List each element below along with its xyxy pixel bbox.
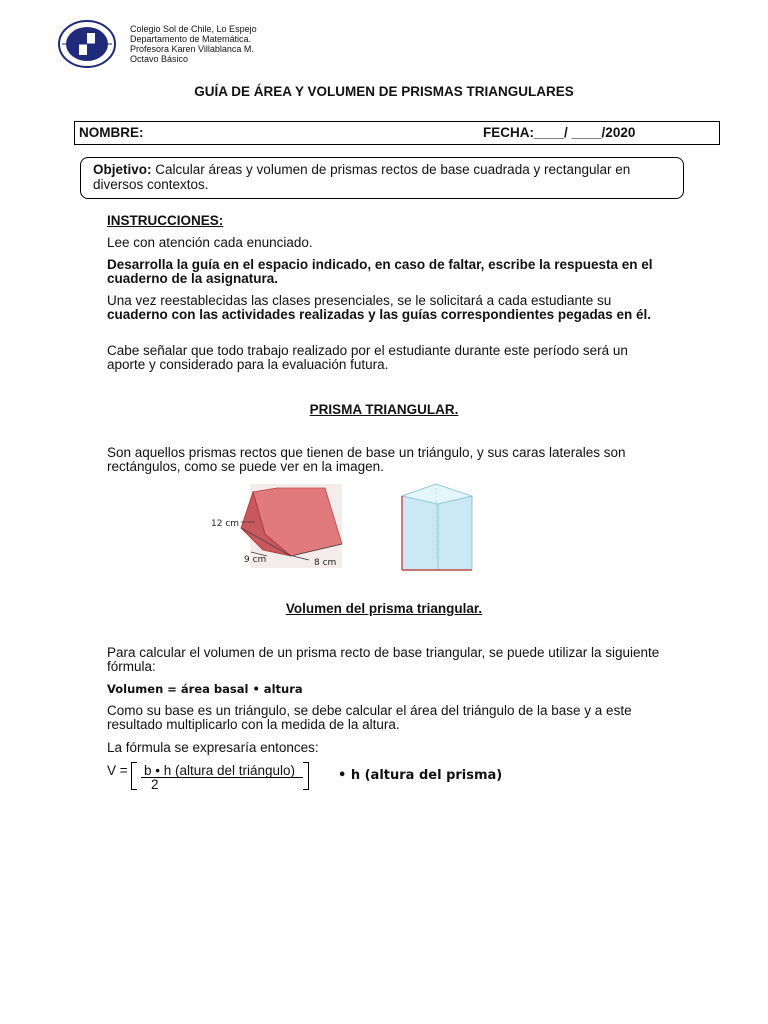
name-field-label: NOMBRE: <box>79 125 144 140</box>
height-label: 12 cm <box>211 519 240 529</box>
objective-text: Calcular áreas y volumen de prismas rectos de base cuadrada y rectangular en diversos contextos. <box>93 162 631 192</box>
base-a-label: 9 cm <box>244 555 267 565</box>
instructions-heading: INSTRUCCIONES: <box>107 213 224 228</box>
prism-photo-figure <box>205 484 345 574</box>
fraction-line <box>141 777 303 778</box>
school-info <box>130 24 257 64</box>
instruction-3-bold: cuaderno con las actividades realizadas y las guías correspondientes pegadas en él. <box>107 307 651 322</box>
objective-box <box>80 157 684 199</box>
left-bracket <box>131 762 137 790</box>
instruction-3-plain: Una vez reestablecidas las clases presenciales, se le solicitará a cada estudiante su <box>107 293 612 308</box>
volume-symbol: V = <box>107 763 128 778</box>
instruction-2: Desarrolla la guía en el espacio indicado, en caso de faltar, escribe la respuesta en el cuaderno de la asignatura. <box>107 257 653 286</box>
prism-height-term: • h (altura del prisma) <box>338 768 503 783</box>
page-title: GUÍA DE ÁREA Y VOLUMEN DE PRISMAS TRIANGULARES <box>194 84 574 99</box>
fraction-numerator: b • h (altura del triángulo) <box>144 763 296 778</box>
objective-label: Objetivo: <box>93 162 152 177</box>
prism-description: Son aquellos prismas rectos que tienen de base un triángulo, y sus caras laterales son rectángulos, como se puede ver en la imagen. <box>107 445 626 474</box>
volume-explanation: Como su base es un triángulo, se debe calcular el área del triángulo de la base y a este resultado multiplicarlo con la medida de la altura. <box>107 703 632 732</box>
volume-intro: Para calcular el volumen de un prisma recto de base triangular, se puede utilizar la siguiente fórmula: <box>107 645 660 674</box>
school-line: Departamento de Matemática. <box>130 34 252 44</box>
prism-diagram-figure <box>398 480 476 574</box>
name-date-box <box>74 121 720 145</box>
instruction-3 <box>107 294 667 322</box>
school-line: Profesora Karen Villablanca M. <box>130 44 254 54</box>
school-logo <box>58 20 116 68</box>
date-field-label: FECHA:____/ ____/2020 <box>483 125 636 140</box>
volume-heading: Volumen del prisma triangular. <box>285 601 483 616</box>
prism-heading: PRISMA TRIANGULAR. <box>309 402 459 417</box>
expression-intro: La fórmula se expresaría entonces: <box>107 740 319 755</box>
base-b-label: 8 cm <box>314 558 337 568</box>
school-line: Colegio Sol de Chile, Lo Espejo <box>130 24 257 34</box>
volume-formula: Volumen = área basal • altura <box>107 682 303 696</box>
fraction-denominator: 2 <box>151 777 159 792</box>
school-line: Octavo Básico <box>130 54 189 64</box>
instruction-1: Lee con atención cada enunciado. <box>107 235 313 250</box>
right-bracket <box>303 762 309 790</box>
instruction-4: Cabe señalar que todo trabajo realizado por el estudiante durante este período será un aporte y considerado para la evaluación futura. <box>107 343 628 372</box>
